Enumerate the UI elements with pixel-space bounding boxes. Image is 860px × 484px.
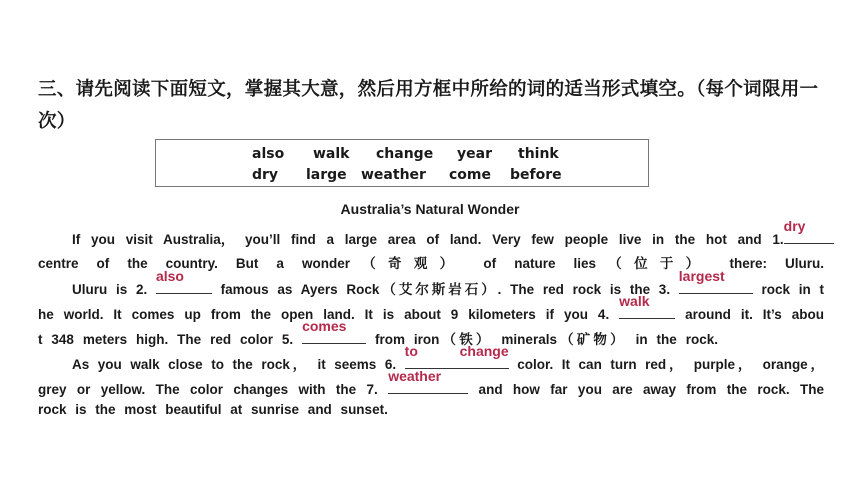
passage-text: from iron（铁） minerals（矿物） in the rock.: [366, 332, 718, 347]
answer-blank-1: [783, 218, 834, 244]
passage-text: grey or yellow. The color changes with the 7.: [38, 382, 389, 397]
word-box-word: large: [306, 167, 347, 183]
passage-line-3: [72, 268, 824, 301]
word-box-word: before: [510, 167, 562, 183]
passage-text: centre of the country. But a wonder（奇观） of nature lies（位于） there: Uluru.: [38, 256, 824, 271]
answer-4: walk: [619, 293, 650, 309]
answer-blank-5: [302, 318, 366, 344]
passage-line-8: [38, 402, 824, 426]
passage-text: color. It can turn red， purple， orange，: [508, 357, 824, 372]
answer-5: comes: [302, 318, 347, 334]
passage-text: rock in t: [752, 282, 824, 297]
word-box-word: year: [457, 146, 492, 162]
answer-blank-4: [619, 293, 675, 319]
word-box-word: come: [449, 167, 491, 183]
word-box-word: dry: [252, 167, 279, 183]
word-box-word: change: [376, 146, 434, 162]
word-box-word: walk: [313, 146, 350, 162]
answer-blank-3: [678, 268, 753, 294]
passage-text: he world. It comes up from the open land. It is about 9 kilometers if you 4.: [38, 307, 620, 322]
word-box: [155, 139, 649, 187]
word-box-row-2: [156, 167, 648, 187]
passage-text: If you visit Australia， you’ll find a large area of land. Very few people live in the hot and 1.: [72, 232, 784, 247]
passage-text: Uluru is 2.: [72, 282, 156, 297]
word-box-word: also: [252, 146, 285, 162]
instruction-text: 三、请先阅读下面短文，掌握其大意，然后用方框中所给的词的适当形式填空。（每个词限用一次）: [38, 79, 819, 132]
passage-text: and how far you are away from the rock. The: [468, 382, 824, 397]
passage-text: rock is the most beautiful at sunrise and sunset.: [38, 402, 388, 417]
word-box-row-1: [156, 146, 648, 166]
answer-2: also: [155, 268, 184, 284]
passage-line-4: [38, 293, 824, 326]
answer-blank-7: [388, 368, 468, 394]
word-box-word: think: [518, 146, 559, 162]
answer-3: largest: [678, 268, 725, 284]
passage-line-5: [38, 318, 718, 351]
passage-line-7: [38, 368, 824, 401]
passage-text: around it. It’s abou: [675, 307, 824, 322]
answer-blank-6: [404, 343, 509, 369]
passage-text: famous as Ayers Rock（艾尔斯岩石）. The red rock is the 3.: [211, 282, 679, 297]
passage-text: As you walk close to the rock， it seems 6.: [72, 357, 405, 372]
passage-line-1: [72, 218, 816, 251]
word-box-word: weather: [361, 167, 426, 183]
answer-7: weather: [388, 368, 442, 384]
passage-text: t 348 meters high. The red color 5.: [38, 332, 303, 347]
answer-1: dry: [783, 218, 806, 234]
answer-6: to change: [404, 343, 509, 359]
answer-blank-2: [155, 268, 212, 294]
passage-title: Australia’s Natural Wonder: [340, 201, 520, 217]
